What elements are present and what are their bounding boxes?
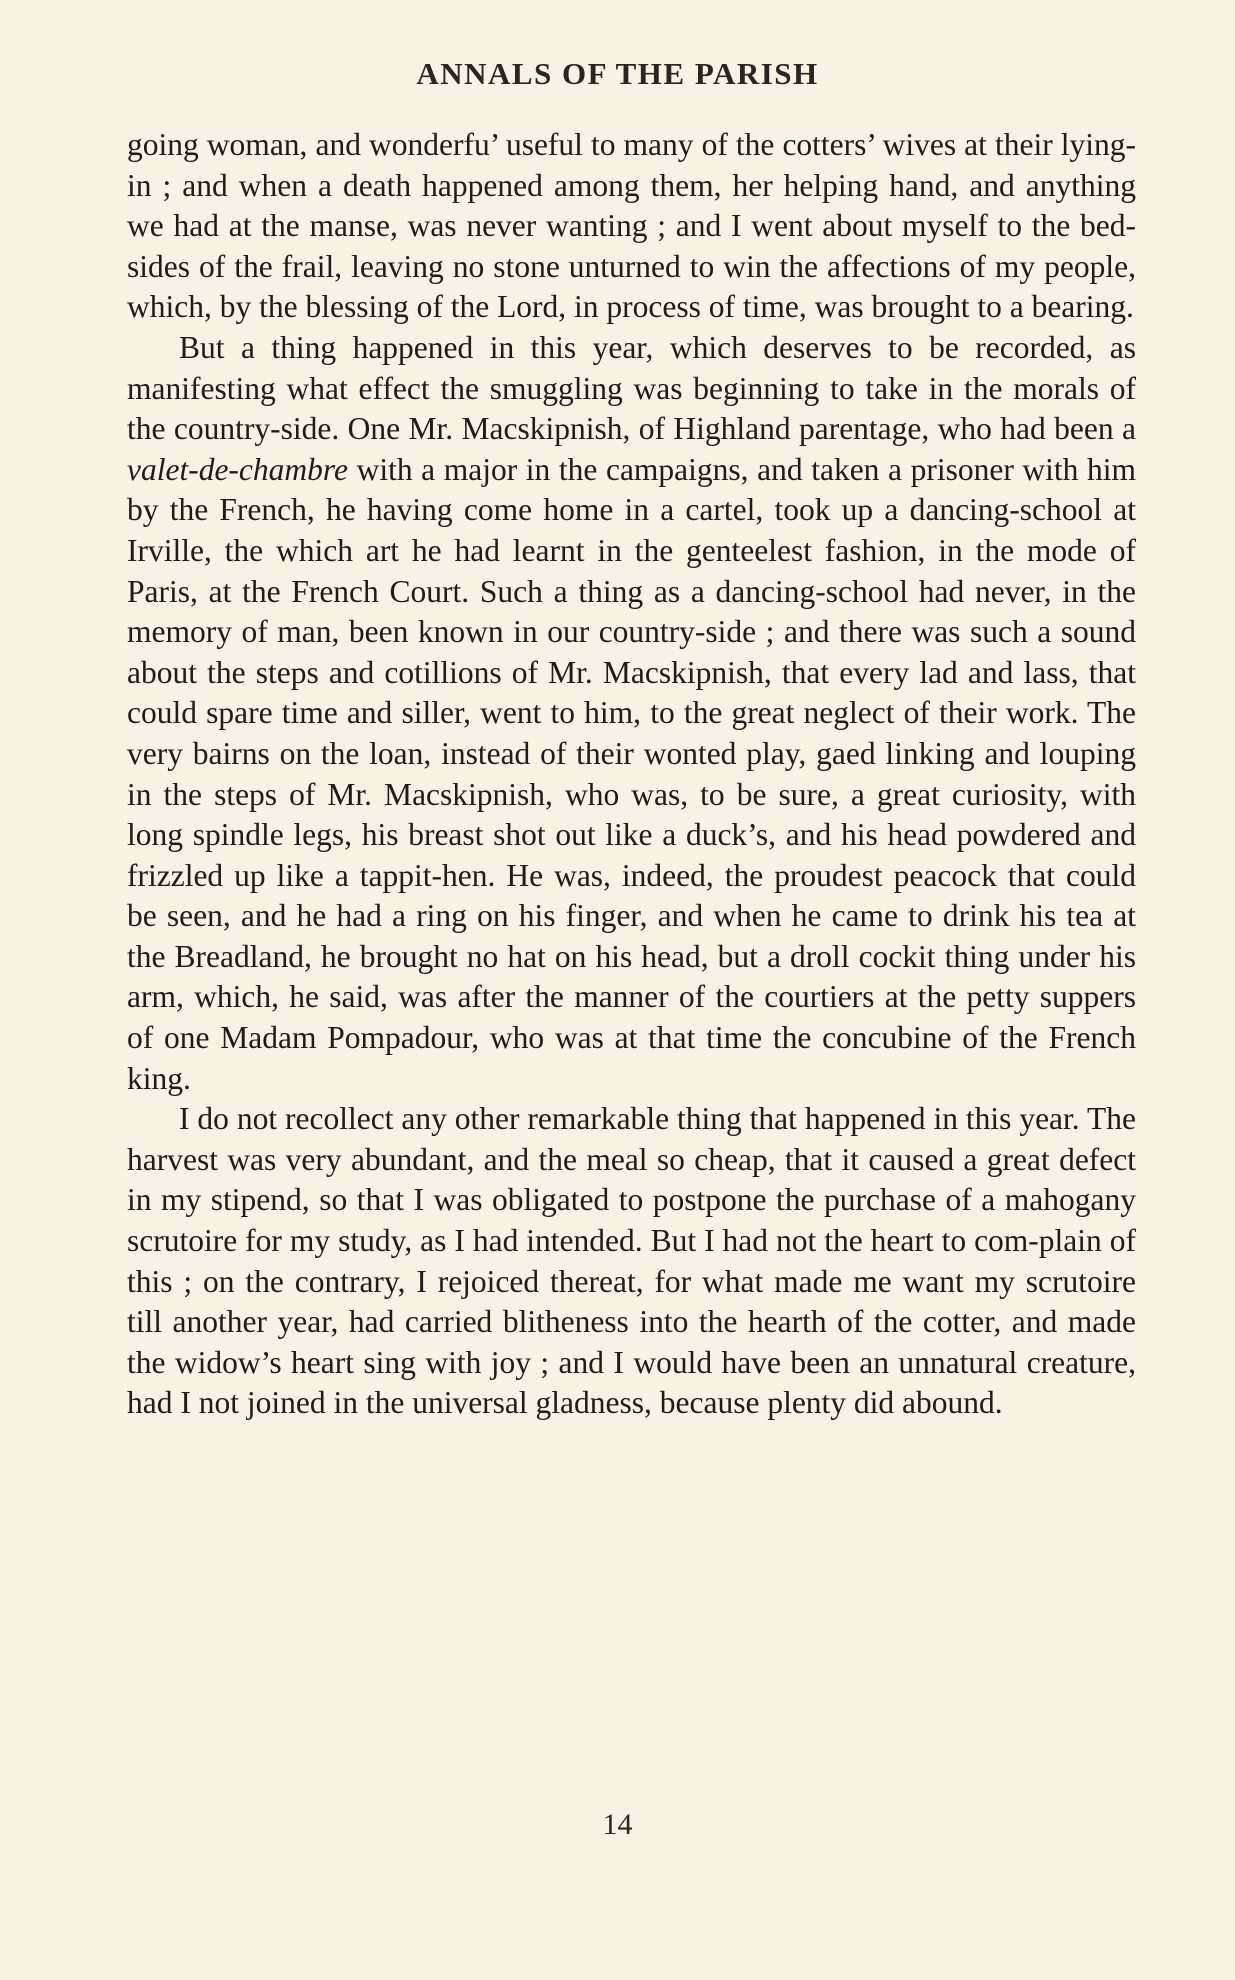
paragraph-segment: I do not recollect any other remarkable thing that happened in this year. The harvest was very abundant, and the meal so cheap, that it caused a great defect in my stipend, so that I was obligated to postpone the purchase of a mahogany scrutoire for my study, as I had intended. But I had not the heart to com-plain of this ; on the contrary, I rejoiced thereat, for what made me want my scrutoire till another year, had carried blitheness into the hearth of the cotter, and made the widow’s heart sing with joy ; and I would have been an unnatural creature, had I not joined in the universal gladness, because plenty did abound.: [127, 1101, 1136, 1421]
paragraph-segment: But a thing happened in this year, which deserves to be recorded, as manifesting what effect the smuggling was beginning to take in the morals of the country-side. One Mr. Macskipnish, of Highland parentage, who had been a: [127, 329, 1136, 447]
page-number: 14: [602, 1808, 633, 1841]
paragraph-segment: going woman, and wonderfu’ useful to many of the cotters’ wives at their lying-in ; and when a death happened among them, her helping hand, and anything we had at the manse, was never wanting ; and I went about myself to the bed-sides of the frail, leaving no stone unturned to win the affections of my people, which, by the blessing of the Lord, in process of time, was brought to a bearing.: [127, 127, 1136, 325]
running-head: ANNALS OF THE PARISH: [416, 56, 819, 91]
italic-term: valet-de-chambre: [127, 451, 348, 487]
body-text: [127, 125, 1136, 1424]
paragraph-3: [127, 1099, 1136, 1424]
paragraph-1: [127, 125, 1136, 328]
paragraph-2: [127, 328, 1136, 1099]
paragraph-segment: with a major in the campaigns, and taken a prisoner with him by the French, he having come home in a cartel, took up a dancing-school at Irville, the which art he had learnt in the genteelest fashion, in the mode of Paris, at the French Court. Such a thing as a dancing-school had never, in the memory of man, been known in our country-side ; and there was such a sound about the steps and cotillions of Mr. Macskipnish, that every lad and lass, that could spare time and siller, went to him, to the great neglect of their work. The very bairns on the loan, instead of their wonted play, gaed linking and louping in the steps of Mr. Macskipnish, who was, to be sure, a great curiosity, with long spindle legs, his breast shot out like a duck’s, and his head powdered and frizzled up like a tappit-hen. He was, indeed, the proudest peacock that could be seen, and he had a ring on his finger, and when he came to drink his tea at the Breadland, he brought no hat on his head, but a droll cockit thing under his arm, which, he said, was after the manner of the courtiers at the petty suppers of one Madam Pompadour, who was at that time the concubine of the French king.: [127, 451, 1136, 1096]
